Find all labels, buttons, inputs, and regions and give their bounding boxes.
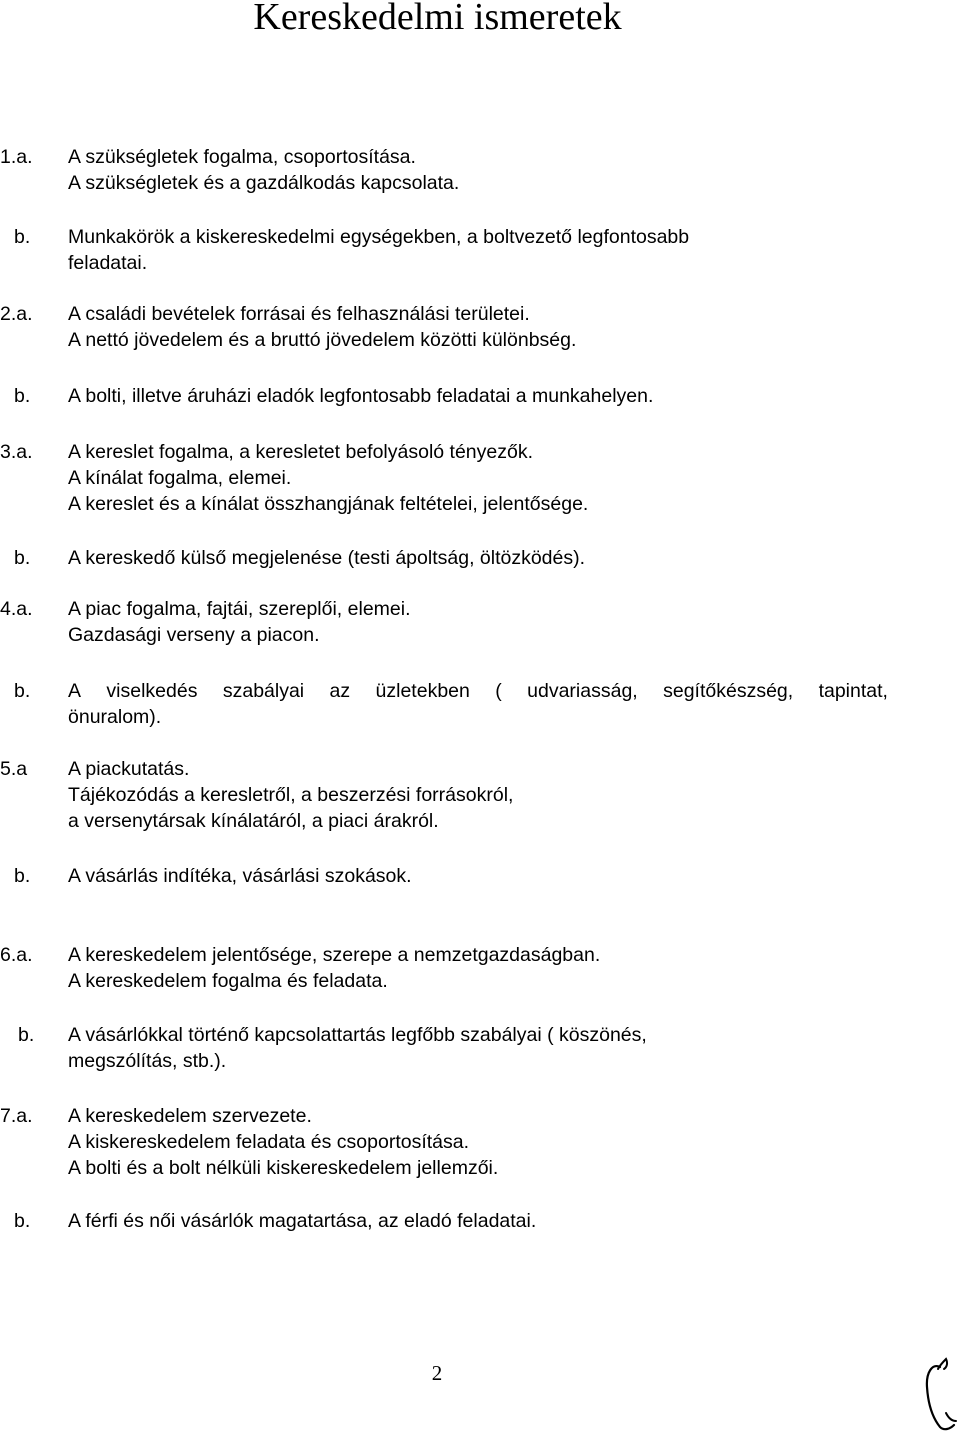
item-word: udvariasság, xyxy=(527,680,638,702)
item-line: Munkakörök a kiskereskedelmi egységekben, a boltvezető legfontosabb xyxy=(68,226,690,248)
item-line: A bolti, illetve áruházi eladók legfontosabb feladatai a munkahelyen. xyxy=(68,385,654,407)
item-line: önuralom). xyxy=(68,706,162,728)
item-number: b. xyxy=(14,865,31,887)
page-title: Kereskedelmi ismeretek xyxy=(253,0,622,38)
item-word: ( xyxy=(495,680,502,702)
item-word: viselkedés xyxy=(106,680,198,702)
item-number: b. xyxy=(14,1210,31,1232)
item-number: b. xyxy=(14,680,31,702)
item-line: A kereslet fogalma, a keresletet befolyásoló tényezők. xyxy=(68,441,534,463)
item-line: A férfi és női vásárlók magatartása, az eladó feladatai. xyxy=(68,1210,537,1232)
item-line: megszólítás, stb.). xyxy=(68,1050,227,1072)
item-line: A kereskedelem fogalma és feladata. xyxy=(68,970,388,992)
item-word: segítőkészség, xyxy=(663,680,794,702)
item-line: A szükségletek és a gazdálkodás kapcsolata. xyxy=(68,172,460,194)
item-word: szabályai xyxy=(222,680,305,702)
item-number: 6.a. xyxy=(0,944,33,966)
item-line: A nettó jövedelem és a bruttó jövedelem közötti különbség. xyxy=(68,329,577,351)
item-line: A kereskedelem szervezete. xyxy=(68,1105,312,1127)
signature-mark xyxy=(918,1355,960,1434)
item-line: a versenytársak kínálatáról, a piaci árakról. xyxy=(68,810,439,832)
item-number: 4.a. xyxy=(0,598,33,620)
item-word: tapintat, xyxy=(818,680,888,702)
item-number: b. xyxy=(14,385,31,407)
item-line: A piackutatás. xyxy=(68,758,190,780)
item-line xyxy=(68,678,888,704)
item-line: A kiskereskedelem feladata és csoportosítása. xyxy=(68,1131,470,1153)
item-number: 5.a xyxy=(0,758,28,780)
item-line: A bolti és a bolt nélküli kiskereskedelem jellemzői. xyxy=(68,1157,499,1179)
item-number: 1.a. xyxy=(0,146,33,168)
item-word: az xyxy=(329,680,351,702)
item-number: 7.a. xyxy=(0,1105,33,1127)
page-number: 2 xyxy=(431,1361,443,1385)
item-line: A kereskedő külső megjelenése (testi ápoltság, öltözködés). xyxy=(68,547,586,569)
item-line: Tájékozódás a keresletről, a beszerzési forrásokról, xyxy=(68,784,514,806)
item-line: A kínálat fogalma, elemei. xyxy=(68,467,292,489)
item-line: A szükségletek fogalma, csoportosítása. xyxy=(68,146,416,168)
item-number: 3.a. xyxy=(0,441,33,463)
item-word: A xyxy=(68,680,82,702)
item-line: A családi bevételek forrásai és felhasználási területei. xyxy=(68,303,530,325)
item-number: b. xyxy=(14,547,31,569)
item-number: 2.a. xyxy=(0,303,33,325)
item-line: A piac fogalma, fajtái, szereplői, elemei. xyxy=(68,598,411,620)
item-line: Gazdasági verseny a piacon. xyxy=(68,624,320,646)
item-line: A vásárlás indítéka, vásárlási szokások. xyxy=(68,865,412,887)
item-line: A kereskedelem jelentősége, szerepe a nemzetgazdaságban. xyxy=(68,944,601,966)
item-line: A kereslet és a kínálat összhangjának feltételei, jelentősége. xyxy=(68,493,589,515)
item-line: A vásárlókkal történő kapcsolattartás legfőbb szabályai ( köszönés, xyxy=(68,1024,647,1046)
item-number: b. xyxy=(18,1024,35,1046)
item-word: üzletekben xyxy=(375,680,470,702)
item-line: feladatai. xyxy=(68,252,148,274)
item-number: b. xyxy=(14,226,31,248)
